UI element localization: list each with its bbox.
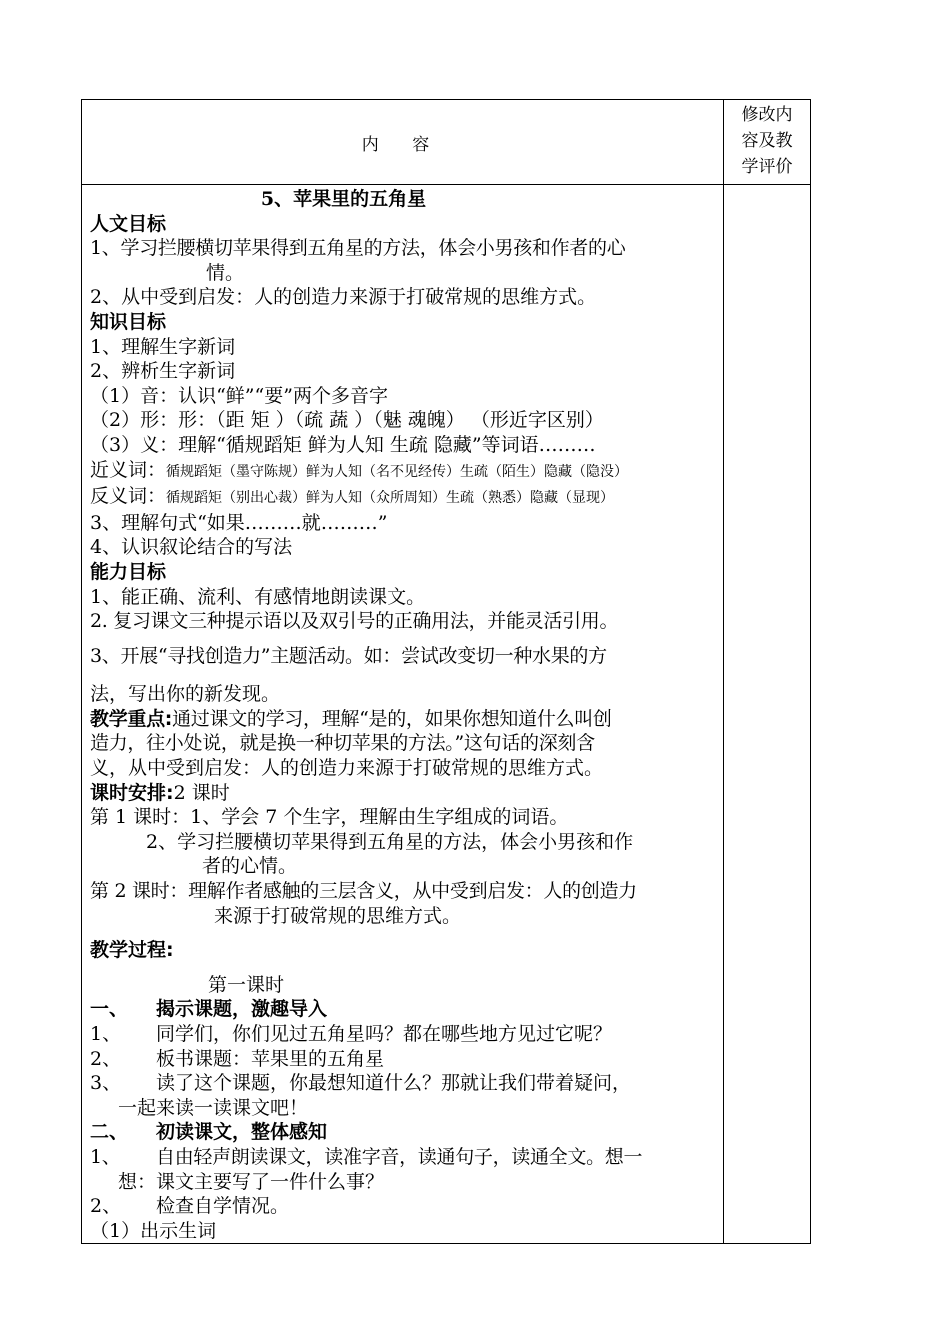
content-header: 内 容 — [82, 100, 724, 185]
item-text: 同学们，你们见过五角星吗？都在哪些地方见过它呢？ — [156, 1023, 613, 1045]
revision-header — [724, 100, 811, 185]
period-2-line-2: 来源于打破常规的思维方式。 — [214, 904, 462, 927]
section-1-title: 揭示课题，激趣导入 — [156, 998, 328, 1021]
focus-label: 教学重点: — [90, 707, 173, 730]
antonyms-label: 反义词： — [90, 485, 167, 508]
antonyms-text: 循规蹈矩（别出心裁）鲜为人知（众所周知）生疏（熟悉）隐藏（显现） — [166, 490, 615, 507]
section-1-number: 一、 — [90, 998, 129, 1021]
ability-heading: 能力目标 — [90, 560, 167, 583]
lesson-plan-table — [81, 99, 811, 1244]
revision-header-line: 修改内 — [741, 105, 793, 125]
body-row — [82, 185, 811, 1244]
period-1-line-2: 2、学习拦腰横切苹果得到五角星的方法，体会小男孩和作 — [146, 830, 634, 853]
ability-item-3: 3、开展“寻找创造力”主题活动。如：尝试改变切一种水果的方 — [90, 644, 607, 667]
revision-header-line: 学评价 — [741, 157, 793, 177]
knowledge-sound: （1）音：认识“鲜”“要”两个多音字 — [90, 384, 388, 407]
focus-line-3: 义，从中受到启发：人的创造力来源于打破常规的思维方式。 — [90, 757, 604, 780]
knowledge-item-2: 2、辨析生字新词 — [90, 360, 236, 383]
period-1-line-3: 者的心情。 — [202, 855, 298, 878]
revision-header-line: 容及教 — [741, 131, 793, 151]
section-2-sub-1: （1）出示生词 — [90, 1219, 217, 1242]
section-2-number: 二、 — [90, 1121, 129, 1144]
item-number: 1、 — [90, 1023, 122, 1045]
knowledge-item-1: 1、理解生字新词 — [90, 335, 236, 358]
ability-item-3-cont: 法，写出你的新发现。 — [90, 683, 281, 706]
antonyms-line — [90, 484, 717, 511]
section-2-item-2 — [90, 1194, 717, 1219]
section-2-title: 初读课文，整体感知 — [156, 1121, 328, 1144]
section-1-item-3-cont: 一起来读一读课文吧！ — [118, 1096, 309, 1119]
header-row — [82, 100, 811, 185]
synonyms-line — [90, 458, 717, 485]
humanistic-item-2: 2、从中受到启发：人的创造力来源于打破常规的思维方式。 — [90, 286, 597, 309]
knowledge-item-4: 4、认识叙论结合的写法 — [90, 536, 293, 559]
revision-cell — [724, 185, 811, 1244]
item-number: 2、 — [90, 1195, 122, 1218]
process-heading: 教学过程: — [90, 939, 174, 962]
schedule-value: 2 课时 — [173, 781, 230, 804]
ability-item-2: 2. 复习课文三种提示语以及双引号的正确用法，并能灵活引用。 — [90, 610, 619, 633]
item-text: 检查自学情况。 — [156, 1195, 290, 1218]
item-text: 读了这个课题，你最想知道什么？那就让我们带着疑问， — [156, 1072, 632, 1095]
period-2-line-1: 第 2 课时：理解作者感触的三层含义，从中受到启发：人的创造力 — [90, 880, 637, 903]
knowledge-meaning: （3）义：理解“循规蹈矩 鲜为人知 生疏 隐藏”等词语……… — [90, 433, 596, 456]
knowledge-shape: （2）形：形：（距 矩 ）（疏 蔬 ）（魅 魂魄） （形近字区别） — [90, 409, 604, 432]
knowledge-item-3: 3、理解句式“如果………就………” — [90, 511, 388, 534]
focus-line-1 — [90, 707, 717, 732]
humanistic-item-1-cont: 情。 — [206, 261, 245, 284]
section-1-item-1 — [90, 1022, 717, 1047]
focus-line-2: 造力，往小处说，就是换一种切苹果的方法。”这句话的深刻含 — [90, 732, 595, 755]
section-1-heading — [90, 997, 717, 1022]
section-2-item-1 — [90, 1145, 717, 1170]
item-text: 自由轻声朗读课文，读准字音，读通句子，读通全文。想一 — [156, 1145, 643, 1168]
period-1-line-1: 第 1 课时：1、学会 7 个生字，理解由生字组成的词语。 — [90, 806, 569, 829]
schedule-line — [90, 781, 717, 806]
knowledge-heading: 知识目标 — [90, 310, 167, 333]
item-number: 2、 — [90, 1047, 122, 1070]
period-heading: 第一课时 — [208, 973, 285, 996]
item-number: 3、 — [90, 1072, 122, 1095]
item-text: 板书课题：苹果里的五角星 — [156, 1047, 385, 1070]
section-2-heading — [90, 1120, 717, 1145]
item-number: 1、 — [90, 1145, 121, 1168]
section-1-item-2 — [90, 1047, 717, 1072]
synonyms-label: 近义词： — [90, 458, 167, 481]
ability-item-1: 1、能正确、流利、有感情地朗读课文。 — [90, 585, 426, 608]
focus-text-1: 通过课文的学习，理解“是的，如果你想知道什么叫创 — [172, 707, 612, 730]
lesson-title: 5、苹果里的五角星 — [260, 188, 427, 210]
section-1-item-3 — [90, 1071, 717, 1096]
section-2-item-1-cont: 想：课文主要写了一件什么事？ — [118, 1170, 385, 1193]
humanistic-item-1: 1、学习拦腰横切苹果得到五角星的方法，体会小男孩和作者的心 — [90, 237, 626, 260]
humanistic-heading: 人文目标 — [90, 212, 167, 235]
schedule-label: 课时安排: — [90, 781, 174, 804]
lesson-content-cell — [82, 185, 724, 1244]
synonyms-text: 循规蹈矩（墨守陈规）鲜为人知（名不见经传）生疏（陌生）隐藏（隐没） — [166, 463, 629, 480]
